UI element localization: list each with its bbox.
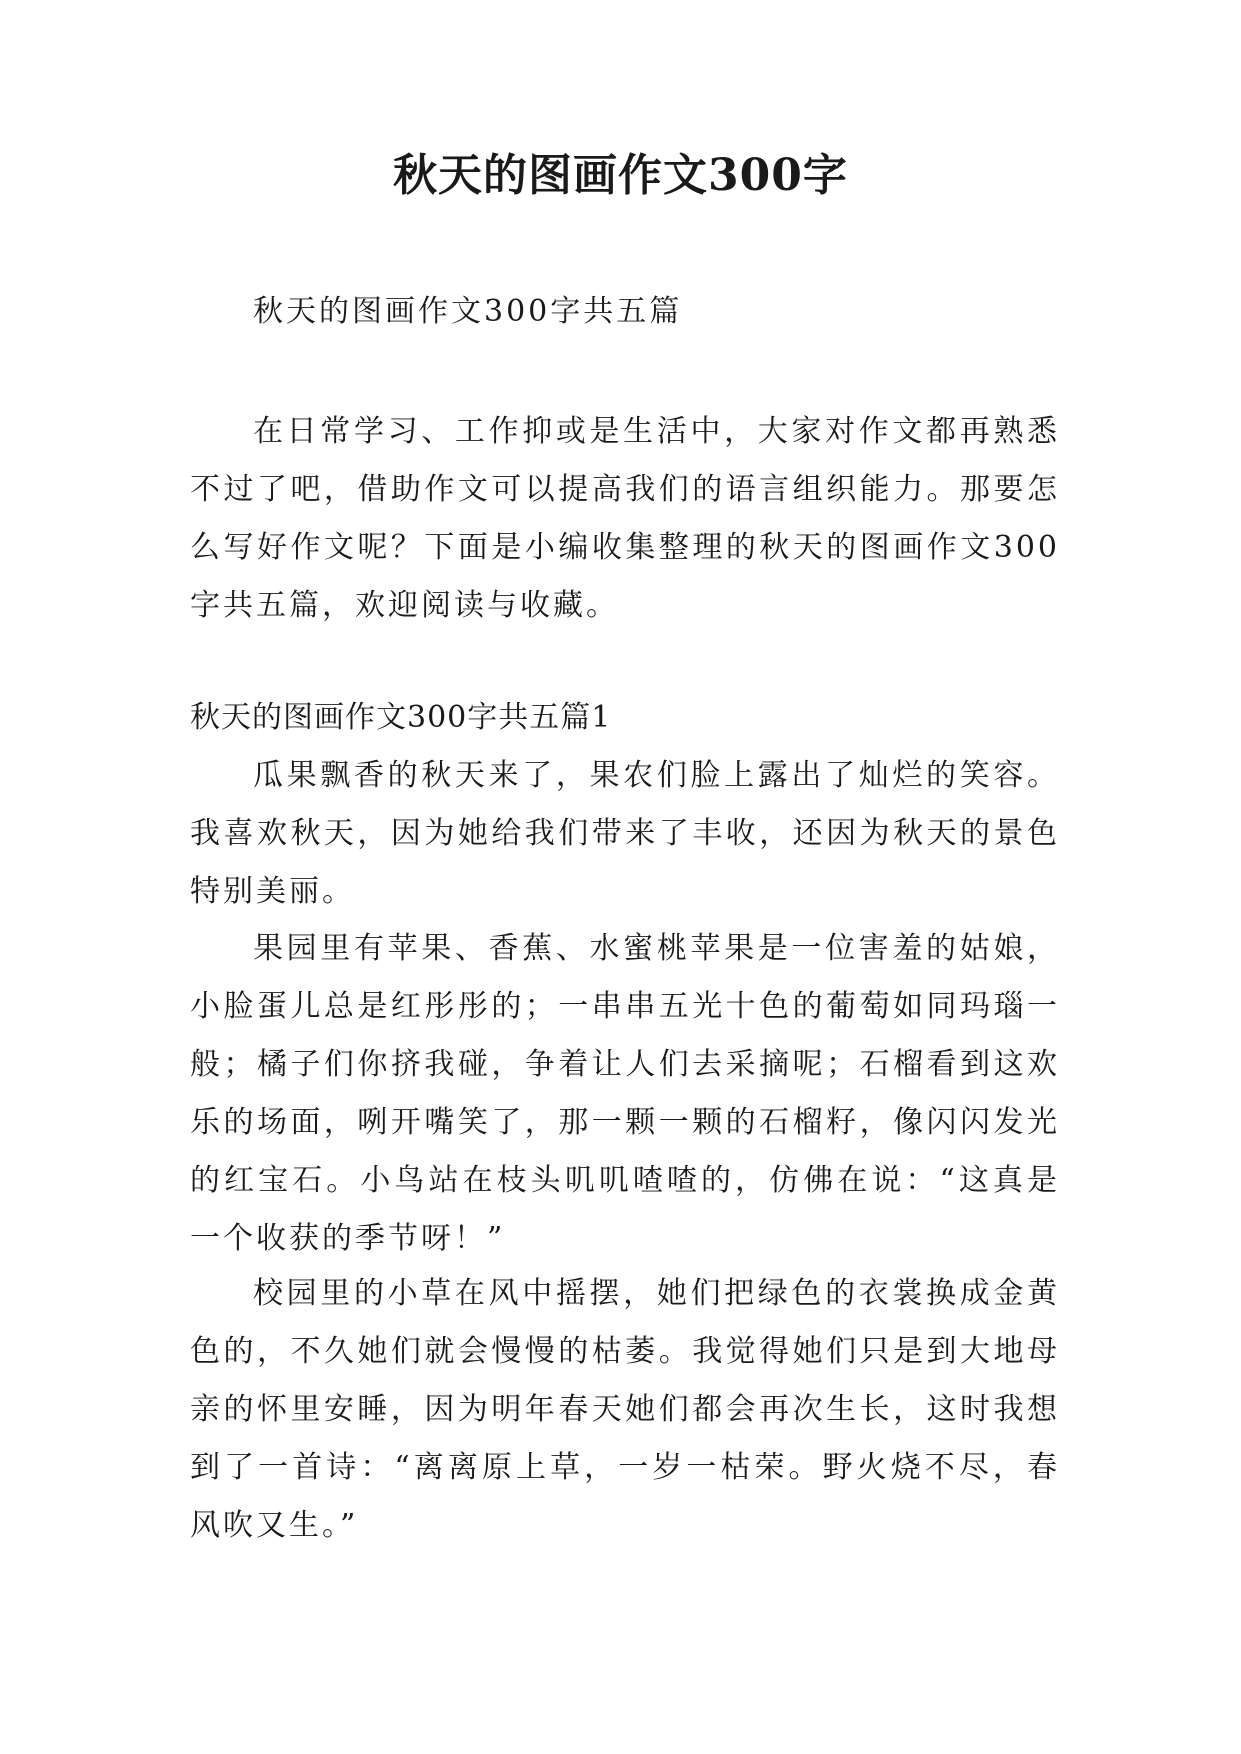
document-title: 秋天的图画作文300字 (393, 150, 848, 201)
section-heading: 秋天的图画作文300字共五篇1 (190, 700, 612, 735)
intro-paragraph: 在日常学习、工作抑或是生活中，大家对作文都再熟悉不过了吧，借助作文可以提高我们的语言组织能力。那要怎么写好作文呢？下面是小编收集整理的秋天的图画作文300字共五篇，欢迎阅读与收藏。 (190, 414, 1060, 623)
body-paragraph: 校园里的小草在风中摇摆，她们把绿色的衣裳换成金黄色的，不久她们就会慢慢的枯萎。我觉得她们只是到大地母亲的怀里安睡，因为明年春天她们都会再次生长，这时我想到了一首诗：“离离原上草，一岁一枯荣。野火烧不尽，春风吹又生。” (190, 1276, 1060, 1543)
body-paragraph: 果园里有苹果、香蕉、水蜜桃苹果是一位害羞的姑娘，小脸蛋儿总是红彤彤的；一串串五光十色的葡萄如同玛瑙一般；橘子们你挤我碰，争着让人们去采摘呢；石榴看到这欢乐的场面，咧开嘴笑了，那一颗一颗的石榴籽，像闪闪发光的红宝石。小鸟站在枝头叽叽喳喳的，仿佛在说：“这真是一个收获的季节呀！” (190, 931, 1060, 1256)
document-subtitle: 秋天的图画作文300字共五篇 (253, 294, 683, 329)
body-paragraph: 瓜果飘香的秋天来了，果农们脸上露出了灿烂的笑容。我喜欢秋天，因为她给我们带来了丰收，还因为秋天的景色特别美丽。 (190, 758, 1060, 909)
